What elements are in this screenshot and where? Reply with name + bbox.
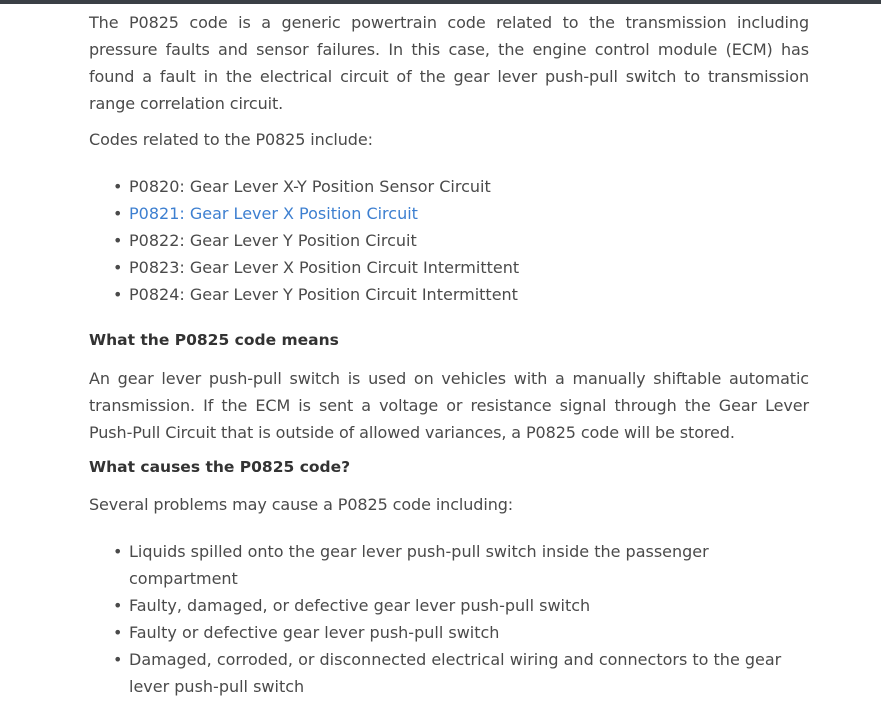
top-bar	[0, 0, 881, 4]
cause-text: Liquids spilled onto the gear lever push-pull switch inside the passenger compartment	[129, 542, 709, 588]
intro-paragraph: The P0825 code is a generic powertrain code related to the transmission including pressure faults and sensor failures. In this case, the engine control module (ECM) has found a fault in the electrical circuit of the gear lever push-pull switch to transmission range correlation circuit.	[89, 13, 809, 113]
related-code-text: P0820: Gear Lever X-Y Position Sensor Circuit	[129, 177, 491, 196]
list-item	[89, 646, 809, 700]
list-item	[89, 281, 809, 308]
list-item	[89, 227, 809, 254]
bullet-icon: •	[113, 542, 123, 561]
causes-heading: What causes the P0825 code?	[89, 458, 351, 476]
bullet-icon: •	[113, 623, 123, 642]
related-code-link[interactable]: P0821: Gear Lever X Position Circuit	[129, 204, 418, 223]
cause-text: Faulty, damaged, or defective gear lever push-pull switch	[129, 596, 591, 615]
related-code-text: P0824: Gear Lever Y Position Circuit Intermittent	[129, 285, 518, 304]
list-item	[89, 538, 809, 592]
means-heading: What the P0825 code means	[89, 331, 339, 349]
bullet-icon: •	[113, 650, 123, 669]
article-content	[89, 9, 809, 700]
list-item	[89, 173, 809, 200]
related-codes-list	[89, 173, 809, 308]
related-code-text: P0822: Gear Lever Y Position Circuit	[129, 231, 417, 250]
list-item	[89, 254, 809, 281]
list-item[interactable]	[89, 200, 809, 227]
means-paragraph: An gear lever push-pull switch is used on vehicles with a manually shiftable automatic transmission. If the ECM is sent a voltage or resistance signal through the Gear Lever Push-Pull Circuit that is outside of allowed variances, a P0825 code will be stored.	[89, 369, 809, 442]
related-codes-intro: Codes related to the P0825 include:	[89, 130, 373, 149]
list-item	[89, 592, 809, 619]
bullet-icon: •	[113, 596, 123, 615]
related-code-text: P0823: Gear Lever X Position Circuit Intermittent	[129, 258, 520, 277]
bullet-icon: •	[113, 231, 123, 250]
bullet-icon: •	[113, 177, 123, 196]
cause-text: Faulty or defective gear lever push-pull switch	[129, 623, 500, 642]
bullet-icon: •	[113, 258, 123, 277]
list-item	[89, 619, 809, 646]
bullet-icon: •	[113, 204, 123, 223]
causes-list	[89, 538, 809, 700]
bullet-icon: •	[113, 285, 123, 304]
cause-text: Damaged, corroded, or disconnected electrical wiring and connectors to the gear lever push-pull switch	[129, 650, 782, 696]
causes-intro: Several problems may cause a P0825 code including:	[89, 495, 514, 514]
